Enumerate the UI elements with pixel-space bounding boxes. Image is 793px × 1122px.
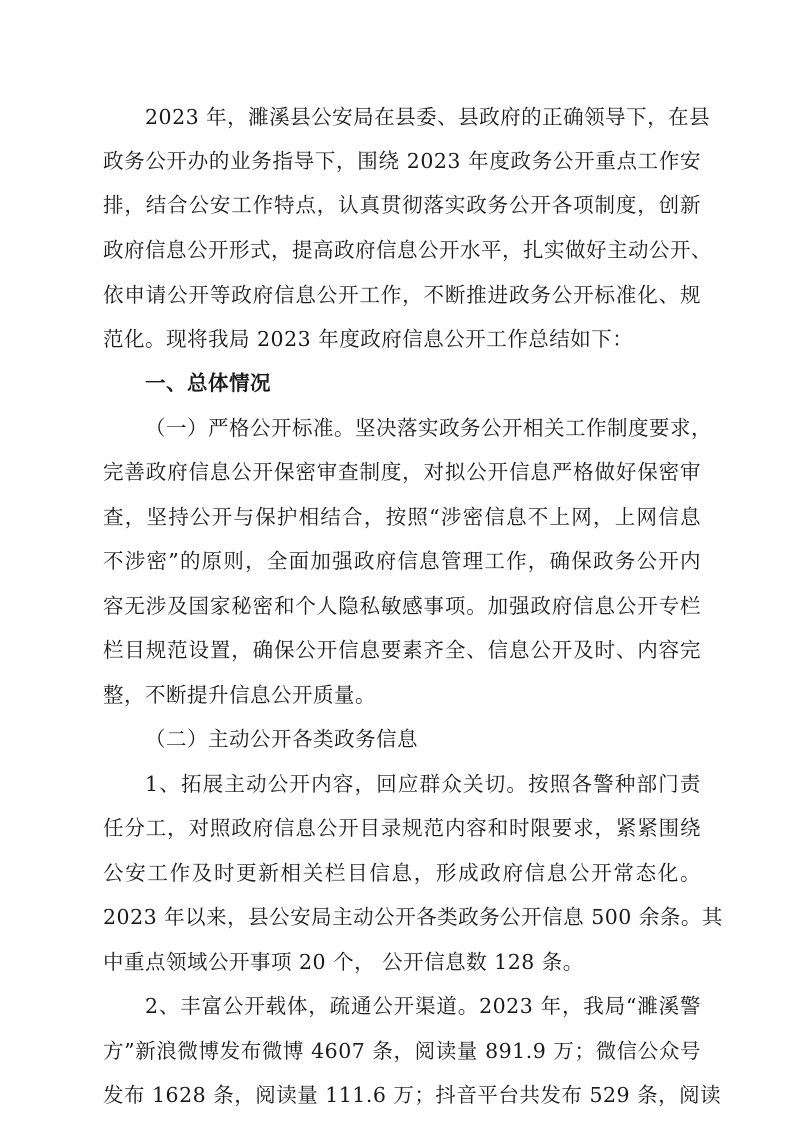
paragraph-line: 2、丰富公开载体，疏通公开渠道。2023 年，我局“濉溪警: [145, 994, 701, 1018]
paragraph-line: 任分工，对照政府信息公开目录规范内容和时限要求，紧紧围绕: [103, 816, 701, 840]
paragraph-line: 整，不断提升信息公开质量。: [103, 683, 376, 707]
paragraph-line: 容无涉及国家秘密和个人隐私敏感事项。加强政府信息公开专栏: [103, 594, 701, 618]
paragraph-line: （一）严格公开标准。坚决落实政务公开相关工作制度要求，: [145, 416, 712, 440]
paragraph-line: 栏目规范设置，确保公开信息要素齐全、信息公开及时、内容完: [103, 638, 701, 662]
paragraph-line: 1、拓展主动公开内容，回应群众关切。按照各警种部门责: [145, 772, 701, 796]
paragraph-line: 2023 年以来，县公安局主动公开各类政务公开信息 500 余条。其: [103, 905, 723, 929]
paragraph-line: 依申请公开等政府信息公开工作，不断推进政务公开标准化、规: [103, 283, 701, 307]
paragraph-line: 完善政府信息公开保密审查制度，对拟公开信息严格做好保密审: [103, 460, 701, 484]
paragraph-line: 发布 1628 条，阅读量 111.6 万；抖音平台共发布 529 条，阅读: [103, 1083, 722, 1107]
paragraph-line: 不涉密”的原则，全面加强政府信息管理工作，确保政务公开内: [103, 549, 701, 573]
section-heading: 一、总体情况: [145, 371, 271, 395]
paragraph-line: 排，结合公安工作特点，认真贯彻落实政务公开各项制度，创新: [103, 193, 701, 217]
paragraph-line: 方”新浪微博发布微博 4607 条，阅读量 891.9 万；微信公众号: [103, 1039, 701, 1063]
paragraph-line: 2023 年，濉溪县公安局在县委、县政府的正确领导下，在县: [145, 105, 711, 129]
paragraph-line: 政务公开办的业务指导下，围绕 2023 年度政务公开重点工作安: [103, 149, 701, 173]
paragraph-line: 政府信息公开形式，提高政府信息公开水平，扎实做好主动公开、: [103, 238, 712, 262]
paragraph-line: 中重点领域公开事项 20 个， 公开信息数 128 条。: [103, 950, 584, 974]
paragraph-line: 范化。现将我局 2023 年度政府信息公开工作总结如下：: [103, 327, 634, 351]
paragraph-line: 公安工作及时更新相关栏目信息，形成政府信息公开常态化。: [103, 861, 701, 885]
paragraph-line: 查，坚持公开与保护相结合，按照“涉密信息不上网，上网信息: [103, 505, 701, 529]
subsection-heading: （二）主动公开各类政务信息: [145, 727, 418, 751]
